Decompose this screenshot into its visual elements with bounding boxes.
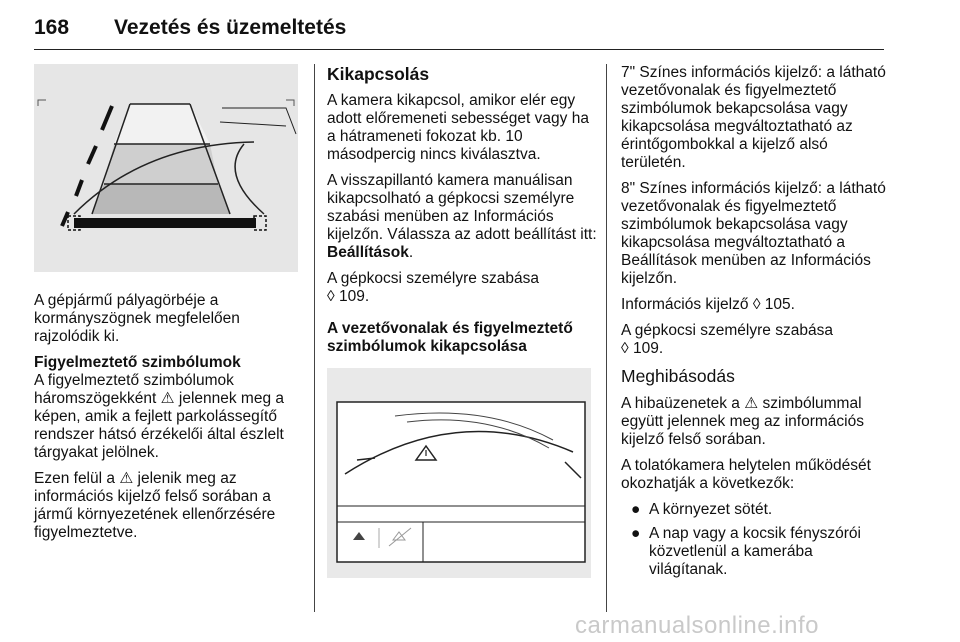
page-ref-arrow-icon: ◊ [752,296,761,313]
list-item: ● A nap vagy a kocsik fényszórói közvetlenül a kamerába világítanak. [631,525,861,578]
column-right [621,64,891,585]
bullet-icon: ● [631,525,641,542]
malfunction-causes-list [631,501,891,579]
page-ref-link[interactable]: 109. [338,288,370,305]
section-title-kikapcsolas: Kikapcsolás [327,64,430,84]
page-ref-link[interactable]: 109. [632,340,664,357]
page-ref-arrow-icon: ◊ [621,340,629,357]
warning-paragraph-2: Ezen felül a ⚠ jelenik meg az információs kijelző felső sorában a jármű környezetének ellenőrzésére figyelmeztetve. [34,470,276,541]
column-middle [327,64,597,578]
camera-guidelines-figure [34,64,298,272]
column-left [34,64,302,550]
warning-triangle-icon: ⚠ [160,390,175,407]
paragraph-error-messages: A hibaüzenetek a ⚠ szimbólummal együtt jelennek meg az információs kijelző felső sorában. [621,395,864,448]
paragraph-personalization-ref: A gépkocsi személyre szabása ◊ 109. [621,322,833,357]
paragraph-malfunction-causes: A tolatókamera helytelen működését okozhatják a következők: [621,457,871,492]
warning-triangle-icon: ⚠ [744,395,759,412]
page-header [34,10,884,50]
settings-menu-ref: Beállítások [327,244,409,261]
figure-caption: A gépjármű pályagörbéje a kormányszögnek megfelelően rajzolódik ki. [34,292,240,345]
page-ref-link[interactable]: 105. [764,296,795,313]
page-ref-arrow-icon: ◊ [327,288,335,305]
watermark: carmanualsonline.info [575,612,819,639]
section-title-meghibasodas: Meghibásodás [621,366,735,386]
warning-paragraph-1: A figyelmeztető szimbólumok háromszögekként ⚠ jelennek meg a képen, amik a fejlett parkolássegítő rendszer hátsó érzékelői által észlelt tárgyakat jelölnek. [34,372,284,461]
paragraph-7-inch-display: 7" Színes információs kijelző: a látható vezetővonalak és figyelmeztető szimbólumok bekapcsolása vagy kikapcsolása megváltoztatható az érintőgombokkal a kijelző alsó területén. [621,64,886,171]
paragraph-manual-off: A visszapillantó kamera manuálisan kikapcsolható a gépkocsi személyre szabási menüben az Információs kijelzőn. Válassza az adott beállítást itt: Beállítások. [327,172,597,261]
chapter-title: Vezetés és üzemeltetés [114,16,347,39]
warning-symbols-heading: Figyelmeztető szimbólumok [34,354,241,371]
guidelines-off-heading: A vezetővonalak és figyelmeztető szimbólumok kikapcsolása [327,320,573,355]
page-number: 168 [34,16,70,39]
list-item: ● A környezet sötét. [631,501,773,518]
column-divider [314,64,315,612]
display-warning-figure [327,368,591,578]
warning-triangle-icon: ⚠ [119,470,134,487]
paragraph-8-inch-display: 8" Színes információs kijelző: a látható vezetővonalak és figyelmeztető szimbólumok bekapcsolása vagy kikapcsolása megváltoztatható a Beállítások menüben az Információs kijelzőn. [621,180,886,287]
column-divider [606,64,607,612]
paragraph-deactivation: A kamera kikapcsol, amikor elér egy adott előremeneti sebességet vagy ha a hátrameneti fokozat kb. 10 másodpercig nincs kiválasztva. [327,92,589,163]
paragraph-info-display-ref: Információs kijelző ◊ 105. [621,296,795,313]
bullet-icon: ● [631,501,641,518]
paragraph-vehicle-personalization: A gépkocsi személyre szabása ◊ 109. [327,270,539,305]
